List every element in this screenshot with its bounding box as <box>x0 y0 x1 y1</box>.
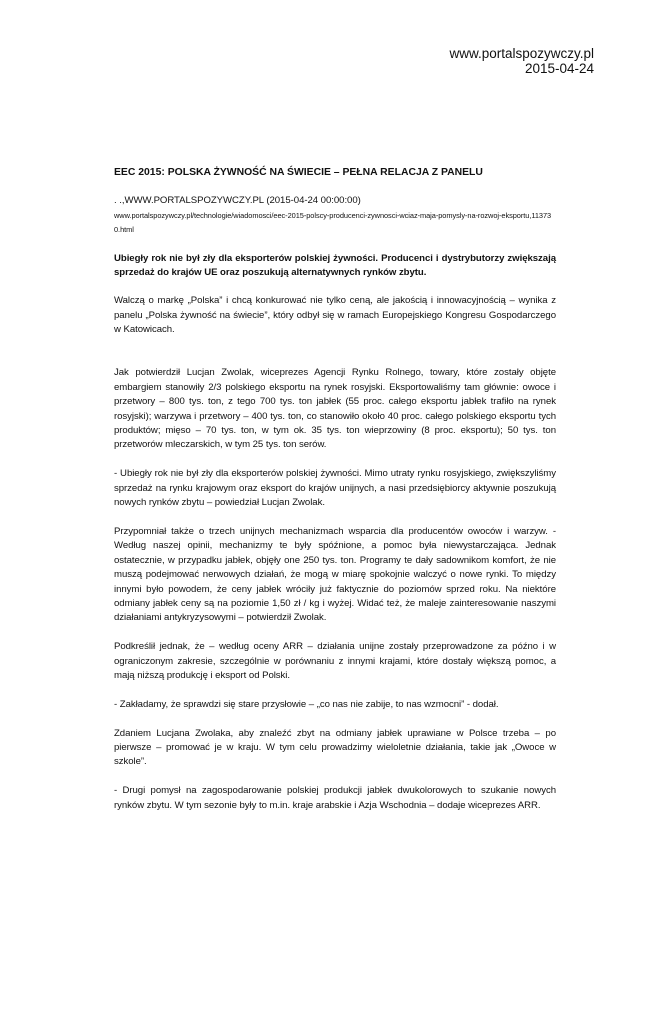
article-title: EEC 2015: POLSKA ŻYWNOŚĆ NA ŚWIECIE – PEŁNA RELACJA Z PANELU <box>114 167 483 178</box>
article-paragraph: - Ubiegły rok nie był zły dla eksporterów polskiej żywności. Mimo utraty rynku rosyjskiego, zwiększyliśmy sprzedaż na rynku krajowym oraz eksport do krajów unijnych, a nasi przedsiębiorcy aktywnie poszukują nowych rynków zbytu – powiedział Lucjan Zwolak. <box>114 468 556 509</box>
article-paragraph: - Drugi pomysł na zagospodarowanie polskiej produkcji jabłek dwukolorowych to szukanie nowych rynków zbytu. W tym sezonie były to m.in. kraje arabskie i Azja Wschodnia – dodaje wiceprezes ARR. <box>114 785 556 811</box>
article-url: www.portalspozywczy.pl/technologie/wiadomosci/eec-2015-polscy-producenci-zywnosci-wciaz-maja-pomysly-na-rozwoj-eksportu,113730.html <box>114 210 552 235</box>
article-paragraph: Walczą o markę „Polska” i chcą konkurować nie tylko ceną, ale jakością i innowacyjnością – wynika z panelu „Polska żywność na świecie”, który odbył się w ramach Europejskiego Kongresu Gospodarczego w Katowicach. <box>114 295 556 336</box>
article-source: . .,WWW.PORTALSPOZYWCZY.PL (2015-04-24 00:00:00) <box>114 195 361 207</box>
article-paragraph: Zdaniem Lucjana Zwolaka, aby znaleźć zbyt na odmiany jabłek uprawiane w Polsce trzeba – po pierwsze – promować je w kraju. W tym celu prowadzimy wieloletnie działania, takie jak „Owoce w szkole”. <box>114 727 556 768</box>
article-paragraph: Podkreślił jednak, że – według oceny ARR – działania unijne zostały przeprowadzone za późno i w ograniczonym zakresie, szczególnie w porównaniu z innymi krajami, które dostały większą pomoc, a mają niższą produkcję i eksport od Polski. <box>114 641 556 681</box>
article-paragraph: Jak potwierdził Lucjan Zwolak, wiceprezes Agencji Rynku Rolnego, towary, które zostały objęte embargiem stanowiły 2/3 polskiego eksportu na rynek rosyjski. Eksportowaliśmy tam głównie: owoce i przetwory – 800 tys. ton, z tego 700 tys. ton jabłek (55 proc. całego eksportu jabłek trafiło na rynek rosyjski); warzywa i przetwory – 400 tys. ton, co stanowiło około 40 proc. całego polskiego eksportu tych produktów; mięso – 70 tys. ton, w tym ok. 35 tys. ton wieprzowiny (8 proc. eksportu); 50 tys. ton przetworów mleczarskich, w tym 25 tys. ton serów. <box>114 367 556 451</box>
article <box>114 166 556 827</box>
article-lead: Ubiegły rok nie był zły dla eksporterów polskiej żywności. Producenci i dystrybutorzy zwiększają sprzedaż do krajów UE oraz poszukują alternatywnych rynków zbytu. <box>114 252 556 279</box>
article-paragraph: Przypomniał także o trzech unijnych mechanizmach wsparcia dla producentów owoców i warzyw. - Według naszej opinii, mechanizmy te były spóźnione, a pomoc była niewystarczająca. Jednak ostatecznie, w przypadku jabłek, objęły one 250 tys. ton. Programy te dały sadownikom komfort, że nie muszą podejmować nerwowych działań, że mogą w miarę spokojnie walczyć o nowe rynki. To między innymi było powodem, że ceny jabłek wróciły już faktycznie do poziomów sprzed roku. Na niektóre odmiany jabłek ceny są na poziomie 1,50 zł / kg i wyżej. Widać też, że maleje zainteresowanie naszymi działaniami antykryzysowymi – potwierdził Zwolak. <box>114 525 556 624</box>
article-paragraph: - Zakładamy, że sprawdzi się stare przysłowie – „co nas nie zabije, to nas wzmocni” - dodał. <box>114 698 499 710</box>
page-header <box>449 46 594 76</box>
header-site: www.portalspozywczy.pl <box>449 46 594 61</box>
header-date: 2015-04-24 <box>524 61 594 76</box>
